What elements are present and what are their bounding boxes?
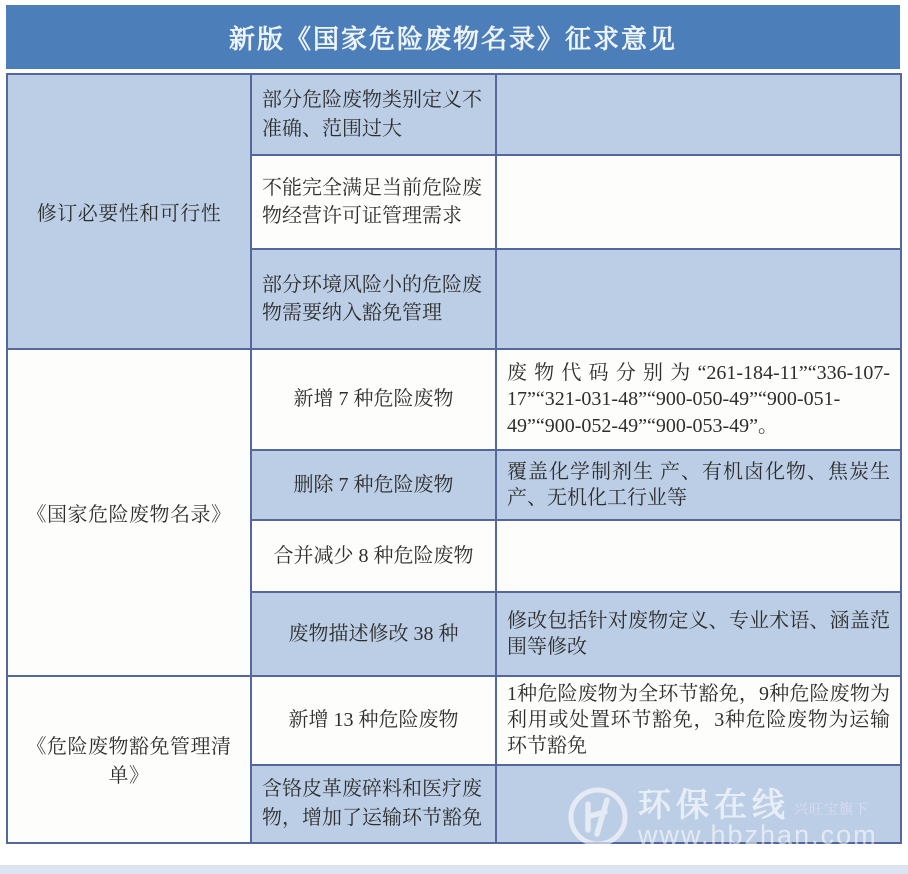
watermark-tagline: 兴旺宝旗下: [794, 800, 869, 817]
detail-cell: [496, 249, 901, 349]
detail-cell: [496, 155, 901, 249]
point-cell: 不能完全满足当前危险废物经营许可证管理需求: [251, 155, 496, 249]
point-cell: 废物描述修改 38 种: [251, 592, 496, 676]
page-title: 新版《国家危险废物名录》征求意见: [6, 5, 900, 69]
detail-cell: [496, 765, 901, 843]
watermark-url: www.hbzhan.com: [638, 819, 878, 850]
category-cell-section2: 《国家危险废物名录》: [7, 349, 251, 676]
table-row: [7, 676, 901, 765]
point-cell: 新增 13 种危险废物: [251, 676, 496, 765]
point-cell: 删除 7 种危险废物: [251, 450, 496, 520]
point-cell: 部分危险废物类别定义不准确、范围过大: [251, 74, 496, 155]
detail-cell: [496, 74, 901, 155]
table-row: [7, 349, 901, 450]
footer-strip: [0, 865, 908, 874]
watermark-site-name: 环保在线: [638, 785, 790, 823]
table-row: [7, 74, 901, 155]
point-cell: 新增 7 种危险废物: [251, 349, 496, 450]
point-cell: 含铬皮革废碎料和医疗废物，增加了运输环节豁免: [251, 765, 496, 843]
detail-cell: 1种危险废物为全环节豁免，9种危险废物为利用或处置环节豁免，3种危险废物为运输环节豁免: [496, 676, 901, 765]
detail-cell: 修改包括针对废物定义、专业术语、涵盖范围等修改: [496, 592, 901, 676]
detail-cell: [496, 520, 901, 592]
summary-table: [6, 73, 902, 844]
category-cell-section3: 《危险废物豁免管理清单》: [7, 676, 251, 843]
category-cell-section1: 修订必要性和可行性: [7, 74, 251, 349]
point-cell: 部分环境风险小的危险废物需要纳入豁免管理: [251, 249, 496, 349]
detail-cell: 废物代码分别为“261-184-11”“336-107-17”“321-031-48”“900-050-49”“900-051-49”“900-052-49”“900-053-49”。: [496, 349, 901, 450]
point-cell: 合并减少 8 种危险废物: [251, 520, 496, 592]
detail-cell: 覆盖化学制剂生 产、有机卤化物、焦炭生产、无机化工行业等: [496, 450, 901, 520]
